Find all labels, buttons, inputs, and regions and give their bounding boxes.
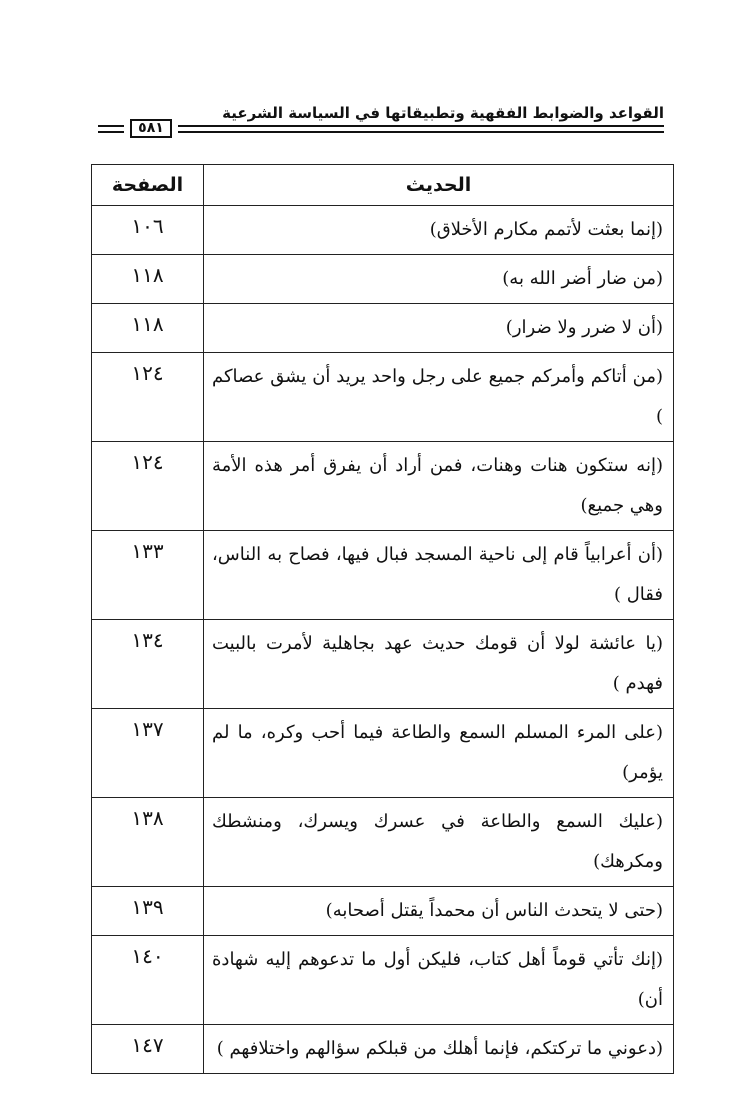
page-ref: ١١٨ <box>92 255 204 304</box>
table-row <box>92 887 674 936</box>
page-ref: ١٣٤ <box>92 620 204 709</box>
hadith-text: (يا عائشة لولا أن قومك حديث عهد بجاهلية لأمرت بالبيت فهدم ) <box>204 620 674 709</box>
page-ref: ١١٨ <box>92 304 204 353</box>
page-ref: ١٤٠ <box>92 936 204 1025</box>
hadith-text: (دعوني ما تركتكم، فإنما أهلك من قبلكم سؤالهم واختلافهم ) <box>204 1025 674 1074</box>
page-ref: ١٣٣ <box>92 531 204 620</box>
hadith-text: (إنما بعثت لأتمم مكارم الأخلاق) <box>204 206 674 255</box>
page-column-header: الصفحة <box>92 165 204 206</box>
table-row <box>92 442 674 531</box>
page-ref: ١٣٩ <box>92 887 204 936</box>
table-row <box>92 304 674 353</box>
table-row <box>92 206 674 255</box>
page-ref: ١٢٤ <box>92 353 204 442</box>
hadith-text: (إنك تأتي قوماً أهل كتاب، فليكن أول ما تدعوهم إليه شهادة أن) <box>204 936 674 1025</box>
hadith-column-header: الحديث <box>204 165 674 206</box>
page-ref: ١٤٧ <box>92 1025 204 1074</box>
hadith-text: (من أتاكم وأمركم جميع على رجل واحد يريد أن يشق عصاكم ) <box>204 353 674 442</box>
hadith-index-table <box>91 164 674 1074</box>
table-row <box>92 798 674 887</box>
hadith-text: (حتى لا يتحدث الناس أن محمداً يقتل أصحابه) <box>204 887 674 936</box>
hadith-text: (على المرء المسلم السمع والطاعة فيما أحب وكره، ما لم يؤمر) <box>204 709 674 798</box>
page-number: ٥٨١ <box>130 119 172 138</box>
header-rule <box>98 122 664 136</box>
table-row <box>92 255 674 304</box>
hadith-text: (إنه ستكون هنات وهنات، فمن أراد أن يفرق أمر هذه الأمة وهي جميع) <box>204 442 674 531</box>
table-row <box>92 620 674 709</box>
table-row <box>92 709 674 798</box>
running-title: القواعد والضوابط الفقهية وتطبيقاتها في السياسة الشرعية <box>222 104 664 122</box>
table-row <box>92 1025 674 1074</box>
hadith-text: (من ضار أضر الله به) <box>204 255 674 304</box>
header-rule-left <box>98 125 124 133</box>
page-ref: ١٣٨ <box>92 798 204 887</box>
hadith-text: (عليك السمع والطاعة في عسرك ويسرك، ومنشطك ومكرهك) <box>204 798 674 887</box>
hadith-text: (أن لا ضرر ولا ضرار) <box>204 304 674 353</box>
page-ref: ١٠٦ <box>92 206 204 255</box>
table-row <box>92 936 674 1025</box>
page-ref: ١٣٧ <box>92 709 204 798</box>
table-row <box>92 531 674 620</box>
hadith-text: (أن أعرابياً قام إلى ناحية المسجد فبال فيها، فصاح به الناس، فقال ) <box>204 531 674 620</box>
page-header <box>98 100 664 140</box>
page-ref: ١٢٤ <box>92 442 204 531</box>
header-rule-right <box>178 125 664 133</box>
table-row <box>92 353 674 442</box>
table-header-row <box>92 165 674 206</box>
